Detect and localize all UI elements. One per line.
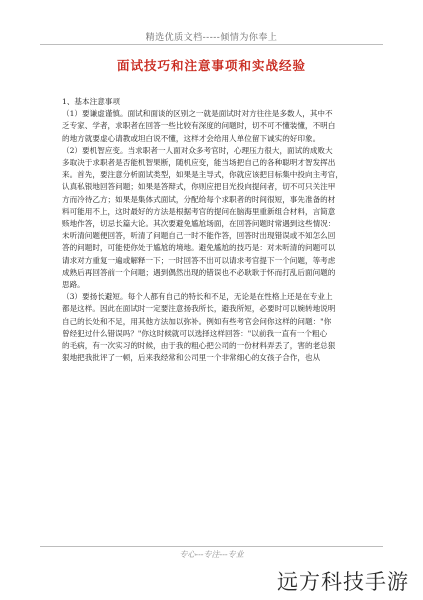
- body-line: 自己的长处和不足，用其他方法加以弥补。例如有些考官会问你这样的问题："你: [62, 316, 332, 326]
- body-line: 的地方就要虚心请教或坦白说不懂，这样才会给用人单位留下诚实的好印象。: [62, 133, 321, 143]
- body-line: 赅地作答，切忌长篇大论。其次要避免尴尬场面，在回答问题时常遇到这些情况：: [62, 219, 336, 229]
- body-line: 未听清问题便回答，听清了问题自己一时不能作答，回答时出现错误或不知怎么回: [62, 231, 336, 241]
- body-line: 答的问题时，可能使你处于尴尬的境地。避免尴尬的技巧是：对未听清的问题可以: [62, 243, 336, 253]
- body-line: 思路。: [62, 280, 85, 290]
- header-divider: [40, 44, 383, 45]
- footer-divider: [40, 546, 383, 547]
- page-header: 精选优质文档-----倾情为你奉上: [145, 33, 278, 43]
- page-footer: 专心---专注---专业: [179, 550, 244, 559]
- body-line: 认真私银地回答问题；如果是答辩式，你则应把目光投向提问者，切不可只关注甲: [62, 182, 336, 192]
- body-line: 来。首先，要注意分析面试类型，如果是主导式，你就应该把目标集中投向主考官，: [62, 170, 343, 180]
- body-line: 料可能用不上，这时最好的方法是根据考官的提问在脑海里重新组合材料，言简意: [62, 206, 336, 216]
- body-line: （1）要谦虚谨慎。面试和面谈的区别之一就是面试时对方往往是多数人，其中不: [62, 109, 333, 119]
- body-line: 的毛病，有一次实习的时候，由于我的粗心把公司的一份材料弄丢了，害的老总狠: [62, 341, 336, 351]
- body-line: （2）要机智应变。当求职者一人面对众多考官时，心理压力很大，面试的成败大: [62, 145, 333, 155]
- body-line: 方而冷待乙方；如果是集体式面试，分配给每个求职者的时间很短，事先准备的材: [62, 194, 336, 204]
- body-line: 都是这样。因此在面试时一定要注意扬我所长，避我所短，必要时可以婉转地说明: [62, 304, 336, 314]
- body-line: 狠地把我批评了一顿，后来我经常和公司里一个非常细心的女孩子合作，也从: [62, 353, 321, 363]
- watermark-text: 远方科技手游: [277, 570, 409, 594]
- body-line: 请求对方重复一遍或解释一下；一时回答不出可以请求考官提下一个问题，等考虑: [62, 255, 336, 265]
- document-title: 面试技巧和注意事项和实战经验: [116, 58, 306, 73]
- body-line: 多取决于求职者是否能机智果断，随机应变，能当场把自己的各种聪明才智发挥出: [62, 158, 336, 168]
- body-line: 曾经犯过什么错误吗？"你这时候就可以选择这样回答："以前我一直有一个粗心: [62, 328, 328, 338]
- body-line: （3）要扬长避短。每个人都有自己的特长和不足，无论是在性格上还是在专业上: [62, 292, 333, 302]
- body-line: 乏专家、学者，求职者在回答一些比较有深度的问题时，切不可不懂装懂，不明白: [62, 121, 336, 131]
- document-body: [62, 96, 361, 364]
- body-line: 成熟后再回答前一个问题；遇到偶然出现的错误也不必耿耿于怀而打乱后面问题的: [62, 267, 336, 277]
- body-line: 1、基本注意事项: [62, 97, 120, 106]
